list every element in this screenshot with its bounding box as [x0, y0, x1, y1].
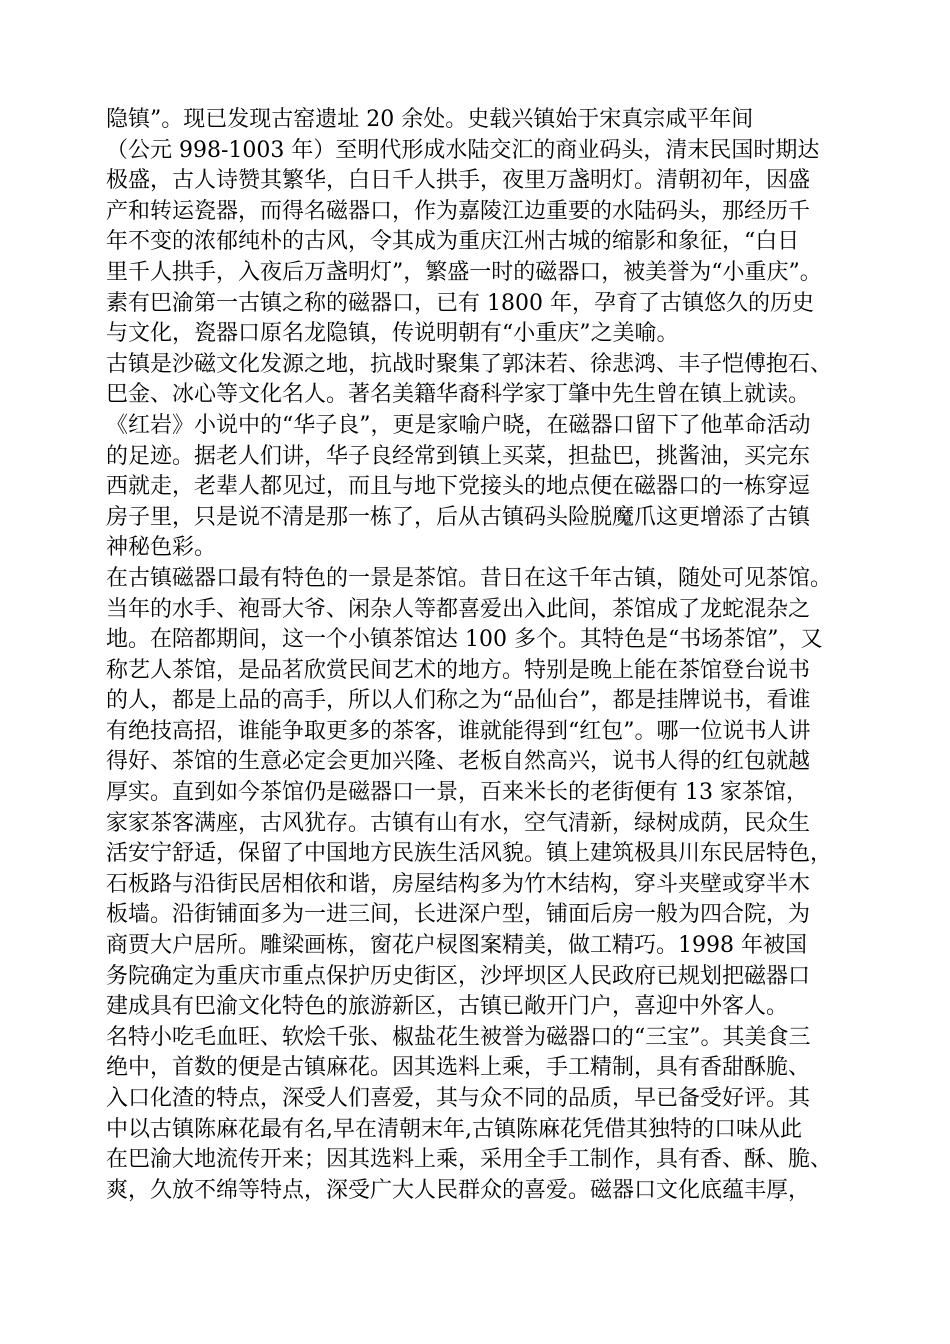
text-line: 厚实。直到如今茶馆仍是磁器口一景，百来米长的老街便有 13 家茶馆， [106, 780, 808, 806]
text-line: 称艺人茶馆，是品茗欣赏民间艺术的地方。特别是晚上能在茶馆登台说书 [106, 657, 811, 683]
text-line: 极盛，古人诗赞其繁华，白日千人拱手，夜里万盏明灯。清朝初年，因盛 [106, 168, 811, 194]
text-line: 得好、茶馆的生意必定会更加兴隆、老板自然高兴，说书人得的红包就越 [106, 749, 811, 775]
text-line: 在巴渝大地流传开来；因其选料上乘，采用全手工制作，具有香、酥、脆、 [106, 1147, 833, 1173]
text-line: 巴金、冰心等文化名人。著名美籍华裔科学家丁肇中先生曾在镇上就读。 [106, 382, 811, 408]
text-line: 在古镇磁器口最有特色的一景是茶馆。昔日在这千年古镇，随处可见茶馆。 [106, 565, 833, 591]
text-line: 有绝技高招，谁能争取更多的茶客，谁就能得到“红包”。哪一位说书人讲 [106, 718, 811, 744]
text-line: 商贾大户居所。雕梁画栋，窗花户棂图案精美，做工精巧。1998 年被国 [106, 933, 807, 959]
text-line: 里千人拱手，入夜后万盏明灯”，繁盛一时的磁器口，被美誉为“小重庆”。 [106, 259, 822, 285]
text-line: 产和转运瓷器，而得名磁器口，作为嘉陵江边重要的水陆码头，那经历千 [106, 198, 811, 224]
text-line: 板墙。沿街铺面多为一进三间，长进深户型，铺面后房一般为四合院，为 [106, 902, 811, 928]
text-line: 古镇是沙磁文化发源之地，抗战时聚集了郭沫若、徐悲鸿、丰子恺傅抱石、 [106, 351, 833, 377]
text-line: 年不变的浓郁纯朴的古风，令其成为重庆江州古城的缩影和象征，“白日 [106, 229, 800, 255]
document-body-text [106, 105, 876, 1206]
text-line: （公元 998-1003 年）至明代形成水陆交汇的商业码头，清末民国时期达 [106, 137, 820, 163]
text-line: 绝中，首数的便是古镇麻花。因其选料上乘，手工精制，具有香甜酥脆、 [106, 1055, 811, 1081]
text-line: 家家茶客满座，古风犹存。古镇有山有水，空气清新，绿树成荫，民众生 [106, 810, 811, 836]
text-line: 素有巴渝第一古镇之称的磁器口，已有 1800 年，孕育了古镇悠久的历史 [106, 290, 814, 316]
text-line: 与文化，瓷器口原名龙隐镇，传说明朝有“小重庆”之美喻。 [106, 321, 679, 347]
text-line: 西就走，老辈人都见过，而且与地下党接头的地点便在磁器口的一栋穿逗 [106, 474, 811, 500]
text-line: 入口化渣的特点，深受人们喜爱，其与众不同的品质，早已备受好评。其 [106, 1086, 811, 1111]
text-line: 的人，都是上品的高手，所以人们称之为“品仙台”，都是挂牌说书，看谁 [106, 688, 811, 714]
text-line: 房子里，只是说不清是那一栋了，后从古镇码头险脱魔爪这更增添了古镇 [106, 504, 811, 530]
text-line: 地。在陪都期间，这一个小镇茶馆达 100 多个。其特色是“书场茶馆”，又 [106, 627, 823, 653]
text-line: 中以古镇陈麻花最有名,早在清朝末年,古镇陈麻花凭借其独特的口味从此 [106, 1116, 802, 1142]
text-line: 活安宁舒适，保留了中国地方民族生活风貌。镇上建筑极具川东民居特色， [106, 841, 833, 867]
text-line: 的足迹。据老人们讲，华子良经常到镇上买菜，担盐巴，挑酱油，买完东 [106, 443, 811, 469]
text-line: 名特小吃毛血旺、软烩千张、椒盐花生被誉为磁器口的“三宝”。其美食三 [106, 1024, 811, 1050]
text-line: 爽，久放不绵等特点，深受广大人民群众的喜爱。磁器口文化底蕴丰厚， [106, 1177, 811, 1203]
text-line: 务院确定为重庆市重点保护历史街区，沙坪坝区人民政府已规划把磁器口 [106, 963, 811, 989]
text-line: 隐镇”。现已发现古窑遗址 20 余处。史载兴镇始于宋真宗咸平年间 [106, 107, 754, 132]
text-line: 神秘色彩。 [106, 535, 217, 561]
text-line: 当年的水手、袍哥大爷、闲杂人等都喜爱出入此间，茶馆成了龙蛇混杂之 [106, 596, 811, 622]
text-line: 建成具有巴渝文化特色的旅游新区，古镇已敞开门户，喜迎中外客人。 [106, 994, 789, 1020]
text-line: 石板路与沿街民居相依和谐，房屋结构多为竹木结构，穿斗夹壁或穿半木 [106, 871, 811, 897]
text-line: 《红岩》小说中的“华子良”，更是家喻户晓，在磁器口留下了他革命活动 [106, 412, 811, 438]
